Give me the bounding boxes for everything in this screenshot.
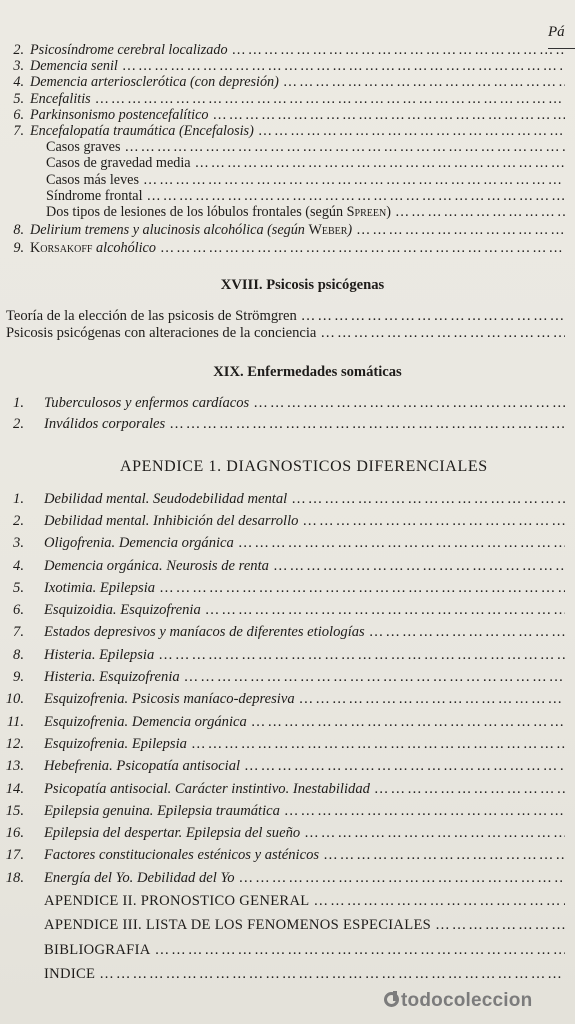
toc-entry: 18. Energía del Yo. Debilidad del Yo …………………………………………………………………………………………………………………… [0,867,575,889]
toc-entry: 3. Oligofrenia. Demencia orgánica …………………………………………………………………………………………………………………… [0,532,575,554]
toc-entry: 5. Encefalitis …………………………………………………………………………………………………………………… [0,91,575,107]
todocoleccion-logo-icon [384,991,399,1008]
toc-entry: 12. Esquizofrenia. Epilepsia …………………………………………………………………………………………………………………… [0,733,575,755]
watermark: todocoleccion [384,990,532,1012]
toc-entry: 15. Epilepsia genuina. Epilepsia traumática …………………………………………………………………………………………………………………… [0,800,575,822]
toc-entry: 10. Esquizofrenia. Psicosis maníaco-depresiva …………………………………………………………………………………………………………………… [0,688,575,710]
toc-entry: 8. Histeria. Epilepsia …………………………………………………………………………………………………………………… [0,644,575,666]
toc-entry: 1. Debilidad mental. Seudodebilidad mental …………………………………………………………………………………………………………………… [0,488,575,510]
toc-entry: 14. Psicopatía antisocial. Carácter instintivo. Inestabilidad …………………………………………………………………………………………………………………… [0,778,575,800]
appendix-heading: APENDICE 1. DIAGNOSTICOS DIFERENCIALES [120,457,488,475]
toc-entry: 9. Histeria. Esquizofrenia …………………………………………………………………………………………………………………… [0,666,575,688]
toc-entry: 1. Tuberculosos y enfermos cardíacos …………………………………………………………………………………………………………………… [0,393,575,415]
toc-subentry: Dos tipos de lesiones de los lóbulos frontales (según Spreen) …………………………………………………………………………………………………………………… [0,204,575,220]
toc-entry: 7. Estados depresivos y maníacos de diferentes etiologías …………………………………………………………………………………………………………………… [0,621,575,643]
table-of-contents [0,42,575,987]
section-xvii-list [0,42,575,257]
toc-entry: 2. Inválidos corporales …………………………………………………………………………………………………………………… [0,414,575,436]
toc-entry: 11. Esquizofrenia. Demencia orgánica …………………………………………………………………………………………………………………… [0,711,575,733]
appendix-1-list [0,488,575,889]
toc-entry: 8. Delirium tremens y alucinosis alcohólica (según Weber) …………………………………………………………………………………………………………………… [0,222,575,238]
toc-entry: BIBLIOGRAFIA …………………………………………………………………………………………………………………… [0,938,575,963]
toc-entry: 2. Debilidad mental. Inhibición del desarrollo …………………………………………………………………………………………………………………… [0,510,575,532]
toc-entry: Psicosis psicógenas con alteraciones de la conciencia …………………………………………………………………………………………………………………… [0,325,575,342]
toc-entry: 4. Demencia arteriosclerótica (con depresión) …………………………………………………………………………………………………………………… [0,74,575,90]
toc-entry: 5. Ixotimia. Epilepsia …………………………………………………………………………………………………………………… [0,577,575,599]
toc-entry: 3. Demencia senil …………………………………………………………………………………………………………………… [0,58,575,74]
toc-subentry: Casos graves …………………………………………………………………………………………………………………… [0,139,575,155]
toc-subentry: Casos más leves …………………………………………………………………………………………………………………… [0,172,575,188]
toc-subentry: Síndrome frontal …………………………………………………………………………………………………………………… [0,188,575,204]
toc-subentry: Casos de gravedad media …………………………………………………………………………………………………………………… [0,155,575,171]
toc-entry: 17. Factores constitucionales esténicos y asténicos …………………………………………………………………………………………………………………… [0,844,575,866]
toc-entry: 13. Hebefrenia. Psicopatía antisocial …………………………………………………………………………………………………………………… [0,755,575,777]
toc-entry: INDICE …………………………………………………………………………………………………………………… [0,962,575,987]
toc-entry: Teoría de la elección de las psicosis de Strömgren …………………………………………………………………………………………………………………… [0,308,575,325]
toc-entry: 9. Korsakoff alcohólico …………………………………………………………………………………………………………………… [0,240,575,256]
section-heading: XIX. Enfermedades somáticas [213,363,402,380]
toc-entry: 6. Parkinsonismo postencefalítico …………………………………………………………………………………………………………………… [0,107,575,123]
toc-entry: APENDICE II. PRONOSTICO GENERAL …………………………………………………………………………………………………………………… [0,889,575,914]
back-matter-list [0,889,575,987]
page-corner-label: Pá [548,24,565,40]
section-xviii-list [0,308,575,342]
toc-entry: APENDICE III. LISTA DE LOS FENOMENOS ESPECIALES …………………………………………………………………………………………………………………… [0,913,575,938]
toc-entry: 6. Esquizoidia. Esquizofrenia …………………………………………………………………………………………………………………… [0,599,575,621]
toc-entry: 2. Psicosíndrome cerebral localizado …………………………………………………………………………………………………………………… [0,42,575,58]
toc-entry: 4. Demencia orgánica. Neurosis de renta …………………………………………………………………………………………………………………… [0,555,575,577]
toc-entry: 16. Epilepsia del despertar. Epilepsia del sueño …………………………………………………………………………………………………………………… [0,822,575,844]
section-xix-list [0,393,575,436]
section-heading: XVIII. Psicosis psicógenas [220,276,385,293]
toc-entry: 7. Encefalopatía traumática (Encefalosis) …………………………………………………………………………………………………………………… [0,123,575,139]
